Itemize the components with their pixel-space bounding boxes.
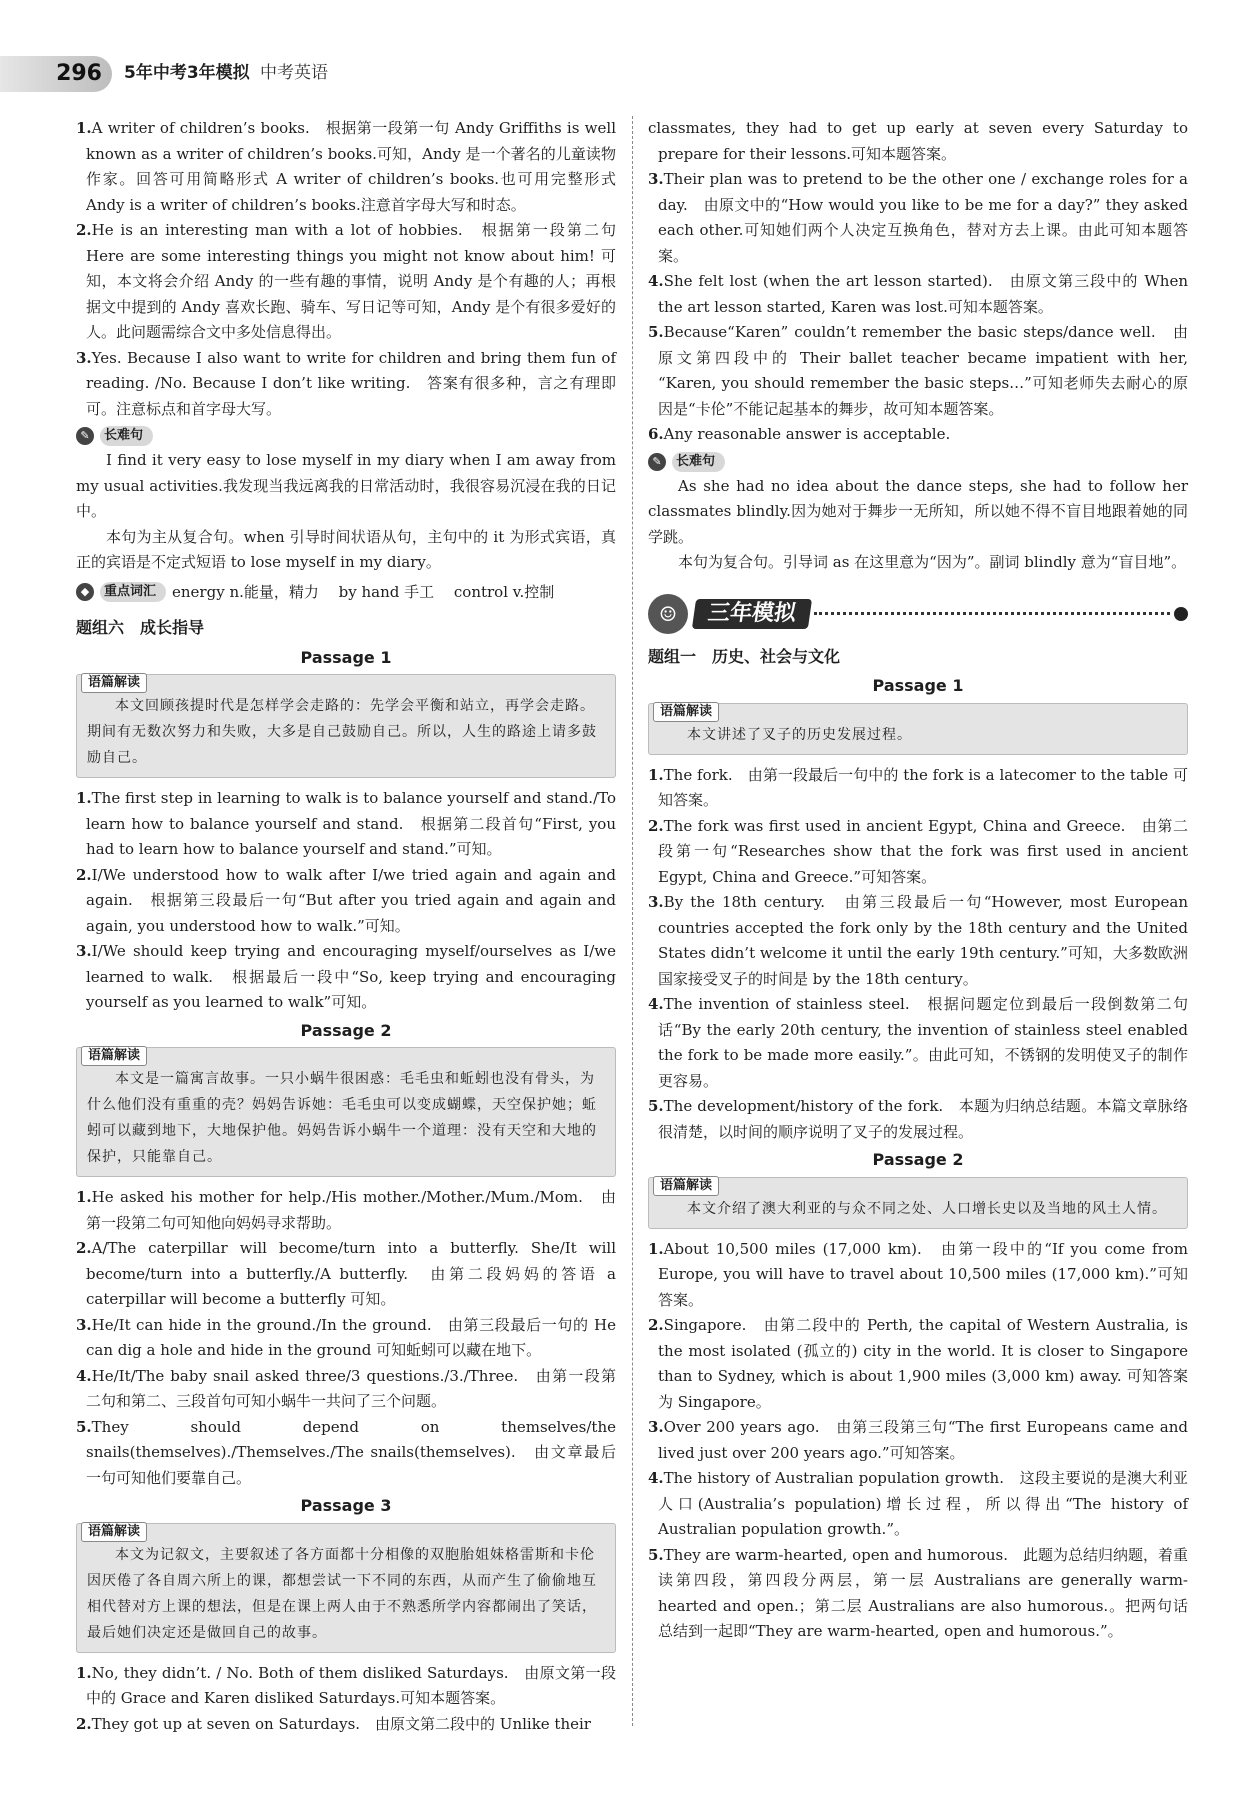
answer-item — [76, 1236, 616, 1313]
left-column — [76, 116, 616, 1737]
answer-text: The invention of stainless steel. 根据问题定位到最后一段倒数第二句话“By the early 20th century, the invention of stainless steel enabled the fork to be made more easily.”。由此可知，不锈钢的发明使叉子的制作更容易。 — [658, 995, 1188, 1090]
reading-label: 语篇解读 — [81, 1522, 147, 1542]
reading-text: 本文回顾孩提时代是怎样学会走路的：先学会平衡和站立，再学会走路。期间有无数次努力和失败，大多是自己鼓励自己。所以，人生的路途上请多鼓励自己。 — [87, 698, 597, 766]
long-sentence-tag — [648, 452, 1188, 472]
answer-text: She felt lost (when the art lesson started). 由原文第三段中的 When the art lesson started, Karen was lost.可知本题答案。 — [658, 272, 1188, 316]
answer-number: 1. — [648, 765, 664, 784]
passage-title: Passage 1 — [872, 676, 964, 695]
vocab-list: energy n.能量，精力 by hand 手工 control v.控制 — [172, 582, 555, 601]
reading-text: 本文讲述了叉子的历史发展过程。 — [687, 726, 912, 743]
answer-number: 2. — [648, 816, 664, 835]
answer-item — [648, 422, 1188, 448]
page-header — [0, 0, 1250, 100]
group-title: 题组六 成长指导 — [76, 618, 205, 637]
answer-text: Yes. Because I also want to write for children and bring them fun of reading. /No. Because I don’t like writing. 答案有很多种，言之有理即可。注意标点和首字母大写。 — [86, 348, 616, 418]
answer-text: No, they didn’t. / No. Both of them disliked Saturdays. 由原文第一段中的 Grace and Karen disliked Saturdays.可知本题答案。 — [86, 1663, 616, 1707]
answer-text: The history of Australian population growth. 这段主要说的是澳大利亚人口(Australia’s population)增长过程，所以得出“The history of Australian population growth.”。 — [658, 1469, 1188, 1538]
answer-text: A writer of children’s books. 根据第一段第一句 Andy Griffiths is well known as a writer of children’s books.可知，Andy 是一个著名的儿童读物作家。回答可用简略形式 A writer of children’s books.也可用完整形式 Andy is a writer of children’s books.注意首字母大写和时态。 — [86, 119, 616, 214]
answer-item — [648, 1313, 1188, 1415]
page-number: 296 — [0, 56, 112, 92]
reading-box — [76, 1047, 616, 1177]
answer-item — [76, 1313, 616, 1364]
answer-number: 6. — [648, 425, 664, 443]
pen-icon: ✎ — [76, 427, 94, 445]
answer-item — [76, 116, 616, 218]
answer-text: He/It can hide in the ground./In the ground. 由第三段最后一句的 He can dig a hole and hide in the ground 可知蚯蚓可以藏在地下。 — [86, 1315, 616, 1359]
answer-text: The fork. 由第一段最后一句中的 the fork is a latecomer to the table 可知答案。 — [658, 765, 1188, 809]
answer-number: 3. — [76, 348, 92, 367]
answer-item — [76, 346, 616, 423]
answer-item — [648, 1094, 1188, 1145]
tag-label: 重点词汇 — [100, 582, 166, 602]
reading-box — [76, 1523, 616, 1653]
answer-text: They are warm-hearted, open and humorous. 此题为总结归纳题，着重读第四段，第四段分两层，第一层 Australians are generally warm-hearted and open.；第二层 Australians are also humorous.。把两句话总结到一起即“They are warm-hearted, open and humorous.”。 — [658, 1545, 1188, 1640]
group-title: 题组一 历史、社会与文化 — [648, 646, 841, 666]
answer-text: A/The caterpillar will become/turn into a butterfly. She/It will become/turn into a butterfly./A butterfly. 由第二段妈妈的答语 a caterpillar will become a butterfly 可知。 — [86, 1239, 616, 1308]
answer-number: 5. — [648, 1545, 664, 1564]
answer-text: Any reasonable answer is acceptable. — [663, 425, 951, 443]
answer-text: He is an interesting man with a lot of hobbies. 根据第一段第二句 Here are some interesting things you might not know about him! 可知，本文将会介绍 Andy 的一些有趣的事情，说明 Andy 是个有趣的人；再根据文中提到的 Andy 喜欢长跑、骑车、写日记等可知，Andy 是个有很多爱好的人。此问题需综合文中多处信息得出。 — [86, 221, 616, 341]
answer-text: About 10,500 miles (17,000 km). 由第一段中的“If you come from Europe, you will have to travel about 10,500 miles (17,000 km).”可知答案。 — [658, 1239, 1188, 1309]
pen-icon: ✎ — [648, 453, 666, 471]
banner-title: 三年模拟 — [692, 599, 812, 629]
answer-text: The fork was first used in ancient Egypt, China and Greece. 由第二段第一句“Researches show that the fork was first used in ancient Egypt, China and Greece.”可知答案。 — [658, 816, 1188, 886]
answer-number: 4. — [76, 1366, 92, 1385]
answer-number: 3. — [648, 893, 664, 911]
answer-number: 1. — [76, 789, 92, 807]
answer-number: 5. — [648, 1097, 664, 1115]
answer-text: The development/history of the fork. 本题为归纳总结题。本篇文章脉络很清楚，以时间的顺序说明了叉子的发展过程。 — [658, 1097, 1188, 1141]
answer-text: By the 18th century. 由第三段最后一句“However, most European countries accepted the fork only by the 18th century and the United States didn’t welcome it until the early 19th century.”可知，大多数欧洲国家接受叉子的时间是 by the 18th century。 — [658, 893, 1188, 988]
answer-item — [648, 1237, 1188, 1314]
answer-number: 3. — [648, 1418, 664, 1436]
answer-text: Over 200 years ago. 由第三段第三句“The first Europeans came and lived just over 200 years ago.”可知答案。 — [658, 1418, 1188, 1462]
answer-text: He/It/The baby snail asked three/3 questions./3./Three. 由第一段第二句和第二、三段首句可知小蜗牛一共问了三个问题。 — [86, 1366, 616, 1410]
answer-item — [648, 992, 1188, 1094]
answer-text: Singapore. 由第二段中的 Perth, the capital of Western Australia, is the most isolated (孤立的) city in the world. It is closer to Singapore than to Sydney, which is about 1,900 miles (3,000 km) away. 可知答案为 Singapore。 — [658, 1316, 1188, 1411]
answer-number: 1. — [76, 1188, 92, 1206]
answer-item — [76, 1364, 616, 1415]
answer-list — [648, 763, 1188, 1146]
answer-number: 1. — [648, 1239, 664, 1258]
answer-number: 2. — [76, 865, 92, 884]
answer-item — [648, 116, 1188, 167]
answer-item — [648, 890, 1188, 992]
answer-text: classmates, they had to get up early at seven every Saturday to prepare for their lessons.可知本题答案。 — [648, 119, 1188, 163]
answer-item — [648, 1466, 1188, 1543]
answer-text: The first step in learning to walk is to balance yourself and stand./To learn how to balance yourself and stand. 根据第二段首句“First, you had to learn how to balance yourself and stand.”可知。 — [86, 789, 616, 858]
reading-label: 语篇解读 — [653, 1176, 719, 1196]
answer-item — [76, 863, 616, 940]
column-divider — [632, 116, 633, 1726]
answer-number: 3. — [76, 942, 92, 960]
long-sentence: As she had no idea about the dance steps, she had to follow her classmates blindly.因为她对于舞步一无所知，所以她不得不盲目地跟着她的同学跳。 — [648, 476, 1188, 546]
long-sentence: I find it very easy to lose myself in my diary when I am away from my usual activities.我发现当我远离我的日常活动时，我很容易沉浸在我的日记中。 — [76, 451, 616, 520]
subject-title: 中考英语 — [260, 63, 328, 83]
tag-label: 长难句 — [100, 426, 153, 446]
long-sentence-note: 本句为主从复合句。when 引导时间状语从句，主句中的 it 为形式宾语，真正的宾语是不定式短语 to lose myself in my diary。 — [76, 527, 616, 571]
answer-number: 3. — [76, 1315, 92, 1334]
answer-item — [648, 269, 1188, 320]
reading-box — [76, 674, 616, 778]
answer-text: I/We should keep trying and encouraging myself/ourselves as I/we learned to walk. 根据最后一段中“So, keep trying and encouraging yourself as you learned to walk”可知。 — [86, 942, 616, 1011]
answer-item — [76, 1712, 616, 1738]
passage-title: Passage 2 — [872, 1150, 964, 1169]
answer-text: They should depend on themselves/the snails(themselves)./Themselves./The snails(themselves). 由文章最后一句可知他们要靠自己。 — [86, 1417, 616, 1487]
reading-label: 语篇解读 — [81, 1046, 147, 1066]
book-series-title: 5年中考3年模拟 — [124, 63, 250, 83]
book-icon: ◆ — [76, 583, 94, 601]
answer-item — [76, 1661, 616, 1712]
answer-item — [76, 1415, 616, 1492]
answer-item — [648, 1415, 1188, 1466]
answer-list — [76, 116, 616, 422]
reading-text: 本文是一篇寓言故事。一只小蜗牛很困惑：毛毛虫和蚯蚓也没有骨头，为什么他们没有重重的壳？妈妈告诉她：毛毛虫可以变成蝴蝶，天空保护她；蚯蚓可以藏到地下，大地保护他。妈妈告诉小蜗牛一个道理：没有天空和大地的保护，只能靠自己。 — [87, 1071, 597, 1165]
long-sentence-note: 本句为复合句。引导词 as 在这里意为“因为”。副词 blindly 意为“盲目地”。 — [678, 553, 1187, 571]
answer-item — [76, 1185, 616, 1236]
reading-text: 本文为记叙文，主要叙述了各方面都十分相像的双胞胎姐妹格雷斯和卡伦因厌倦了各自周六所上的课，都想尝试一下不同的东西，从而产生了偷偷地互相代替对方上课的想法，但是在课上两人由于不熟悉所学内容都闹出了笑话，最后她们决定还是做回自己的故事。 — [87, 1546, 597, 1641]
answer-item — [76, 939, 616, 1016]
dotted-line — [814, 612, 1170, 615]
vocab-tag — [76, 580, 616, 606]
section-banner — [648, 594, 1188, 634]
passage-title: Passage 2 — [300, 1020, 392, 1040]
right-column — [648, 116, 1188, 1645]
answer-number: 1. — [76, 119, 92, 137]
answer-number: 5. — [76, 1417, 92, 1436]
answer-text: They got up at seven on Saturdays. 由原文第二段中的 Unlike their — [91, 1714, 591, 1733]
answer-item — [648, 1543, 1188, 1645]
answer-text: Because“Karen” couldn’t remember the basic steps/dance well. 由原文第四段中的 Their ballet teacher became impatient with her, “Karen, you should remember the basic steps…”可知老师失去耐心的原因是“卡伦”不能记起基本的舞步，故可知本题答案。 — [658, 323, 1188, 418]
answer-item — [648, 167, 1188, 269]
answer-item — [76, 218, 616, 346]
reading-box — [648, 703, 1188, 755]
long-sentence-tag — [76, 426, 616, 446]
answer-number: 3. — [648, 170, 664, 188]
answer-list — [76, 1661, 616, 1738]
answer-number: 4. — [648, 272, 664, 290]
answer-number: 4. — [648, 995, 664, 1013]
answer-list — [648, 116, 1188, 448]
answer-text: I/We understood how to walk after I/we tried again and again and again. 根据第三段最后一句“But after you tried again and again and again, you understood how to walk.”可知。 — [86, 865, 616, 935]
mascot-icon: ☺ — [648, 594, 688, 634]
passage-title: Passage 3 — [300, 1496, 392, 1515]
answer-list — [76, 1185, 616, 1491]
answer-list — [648, 1237, 1188, 1645]
answer-text: He asked his mother for help./His mother./Mother./Mum./Mom. 由第一段第二句可知他向妈妈寻求帮助。 — [86, 1188, 616, 1232]
answer-item — [76, 786, 616, 863]
reading-box — [648, 1177, 1188, 1229]
answer-list — [76, 786, 616, 1016]
answer-number: 4. — [648, 1469, 664, 1487]
reading-label: 语篇解读 — [653, 702, 719, 722]
reading-label: 语篇解读 — [81, 673, 147, 693]
end-dot-icon — [1174, 607, 1188, 621]
answer-number: 2. — [76, 1239, 92, 1257]
answer-text: Their plan was to pretend to be the other one / exchange roles for a day. 由原文中的“How would you like to be me for a day?” they asked each other.可知她们两个人决定互换角色，替对方去上课。由此可知本题答案。 — [658, 170, 1188, 265]
tag-label: 长难句 — [672, 452, 725, 472]
passage-title: Passage 1 — [300, 647, 392, 667]
reading-text: 本文介绍了澳大利亚的与众不同之处、人口增长史以及当地的风土人情。 — [687, 1200, 1167, 1217]
answer-number: 1. — [76, 1663, 92, 1682]
answer-number: 2. — [76, 221, 92, 239]
answer-number: 2. — [648, 1316, 664, 1334]
answer-item — [648, 814, 1188, 891]
answer-item — [648, 763, 1188, 814]
answer-number: 5. — [648, 323, 664, 341]
answer-number: 2. — [76, 1714, 92, 1733]
answer-item — [648, 320, 1188, 422]
